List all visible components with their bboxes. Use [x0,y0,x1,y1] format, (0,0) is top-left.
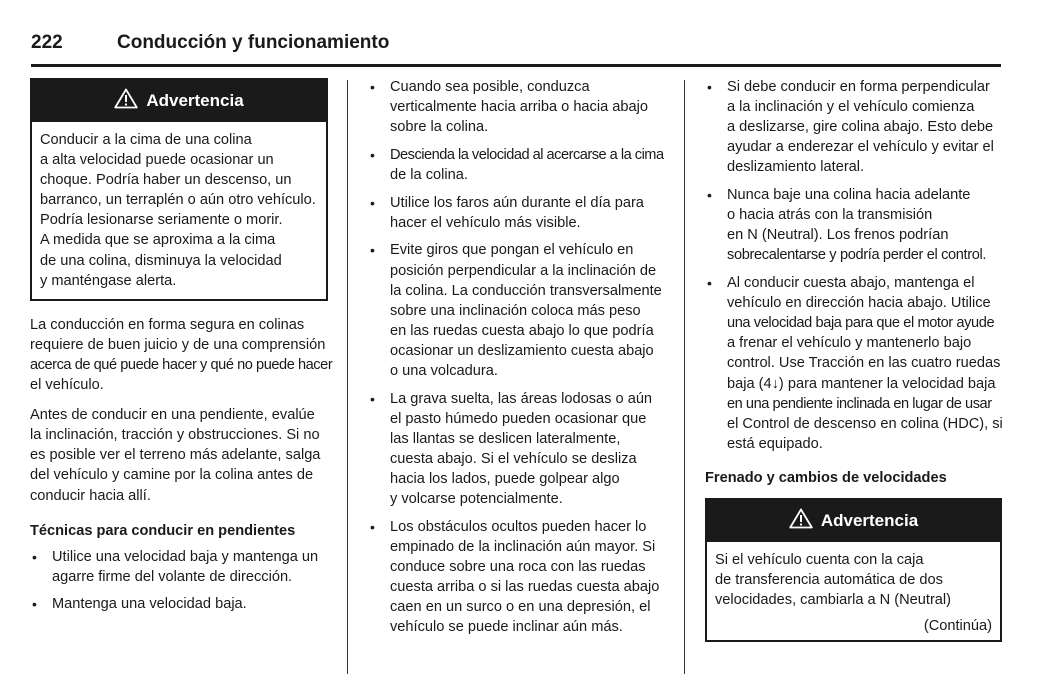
text-line: ayudar a enderezar el vehículo y evitar el [727,139,994,156]
warning-line: velocidades, cambiarla a N (Neutral) [715,592,952,609]
continued-label: (Continúa) [923,618,992,635]
text-line: control. Use Tracción en las cuatro ruedas [727,355,1001,372]
text-line: cuesta abajo. Si el vehículo se desliza [390,450,637,467]
bullet-glyph: • [707,79,712,95]
paragraph-before [30,405,328,505]
text-line: verticalmente hacia arriba o hacia abajo [390,99,648,116]
bullet-glyph: • [370,146,375,163]
text-line: en las ruedas cuesta abajo lo que podría [390,322,654,339]
column-divider-1 [347,80,348,674]
text-line: a deslizarse, gire colina abajo. Esto debe [727,119,994,136]
page-number: 222 [31,32,63,53]
text-line: acerca de qué puede hacer y qué no puede hacer [30,356,333,373]
text-line: a la inclinación y el vehículo comienza [727,99,975,116]
text-line: agarre firme del volante de dirección. [52,568,293,585]
warning-line: A medida que se aproxima a la cima [40,232,276,249]
column-3 [705,77,1002,642]
text-line: sobrecalentarse y podría perder el control. [727,247,987,264]
text-line: La conducción en forma segura en colinas [30,316,305,333]
warning-line: barranco, un terraplén o aún otro vehículo. [40,192,316,209]
warning-box-2 [705,498,1002,642]
text-line: la inclinación, tracción y obstrucciones. Si no [30,427,320,444]
text-line: Si debe conducir en forma perpendicular [727,79,990,95]
text-line: está equipado. [727,435,823,452]
warning-triangle-icon [114,88,138,114]
bullet-glyph: • [370,242,375,259]
list-item [30,547,328,587]
text-line: caen en un surco o en una depresión, el [390,599,651,616]
text-line: ocasionar un deslizamiento cuesta abajo [390,342,654,359]
bullet-list-col2 [368,77,668,637]
list-item [368,240,668,381]
list-item [368,77,668,137]
text-line: posición perpendicular a la inclinación de [390,262,657,279]
warning-line: de una colina, disminuya la velocidad [40,252,282,269]
list-item [705,185,1002,265]
text-line: hacia los lados, puede golpear algo [390,471,620,488]
text-line: vehículo se puede inclinar aún más. [390,619,623,636]
text-line: o una volcadura. [390,363,498,379]
warning-body [707,542,1000,640]
text-line: Utilice una velocidad baja y mantenga un [52,548,319,565]
text-line: Los obstáculos ocultos pueden hacer lo [390,518,647,535]
text-line: el pasto húmedo pueden ocasionar que [390,410,647,427]
text-line: hacer el vehículo más visible. [390,214,581,231]
text-line: deslizamiento lateral. [727,159,865,176]
text-line: Evite giros que pongan el vehículo en [390,242,634,259]
text-line: Cuando sea posible, conduzca [390,79,590,95]
text-line: del vehículo y camine por la colina antes de [30,467,314,484]
text-line: el vehículo. [30,377,104,394]
text-line: sobre la colina. [390,119,489,136]
column-divider-2 [684,80,685,674]
text-line: la colina. La conducción transversalmente [390,282,662,299]
text-line: cuesta arriba o si las ruedas cuesta abajo [390,579,660,596]
list-item [30,594,328,614]
warning-triangle-icon [789,508,813,534]
list-item [705,77,1002,177]
bullet-glyph: • [707,187,712,204]
text-line: el Control de descenso en colina (HDC), si [727,415,1003,432]
text-line: empinado de la inclinación aún mayor. Si [390,538,656,555]
text-line: Descienda la velocidad al acercarse a la cima [390,146,664,163]
warning-line: y manténgase alerta. [40,272,177,289]
warning-title: Advertencia [820,510,919,530]
text-line: o hacia atrás con la transmisión [727,207,933,224]
column-1 [30,78,333,615]
text-line: es posible ver el terreno más adelante, salga [30,447,321,464]
subheading-braking: Frenado y cambios de velocidades [705,469,947,486]
section-title: Conducción y funcionamiento [117,32,390,53]
bullet-list-col3 [705,77,1002,454]
text-line: La grava suelta, las áreas lodosas o aún [390,390,653,407]
bullet-glyph: • [32,548,37,565]
text-line: sobre una inclinación coloca más peso [390,302,641,319]
bullet-glyph: • [707,275,712,292]
subheading-techniques: Técnicas para conducir en pendientes [30,522,296,539]
text-line: en N (Neutral). Los frenos podrían [727,227,949,244]
list-item [368,389,668,510]
text-line: baja (4↓) para mantener la velocidad baja [727,375,996,392]
page-header [31,30,1001,67]
text-line: Utilice los faros aún durante el día para [390,194,644,211]
warning-header [707,500,1000,542]
text-line: de la colina. [390,166,468,183]
list-item [705,273,1002,454]
text-line: Nunca baje una colina hacia adelante [727,187,971,204]
list-item [368,193,668,233]
text-line: a frenar el vehículo y mantenerlo bajo [727,335,972,352]
bullet-glyph: • [370,79,375,95]
warning-line: de transferencia automática de dos [715,572,943,589]
column-2 [368,77,668,637]
text-line: las llantas se deslicen lateralmente, [390,430,621,447]
text-line: Mantenga una velocidad baja. [52,596,247,613]
list-item [368,145,668,185]
warning-header [32,80,326,122]
text-line: y volcarse potencialmente. [390,491,563,508]
text-line: una velocidad baja para que el motor ayude [727,315,995,332]
text-line: en una pendiente inclinada en lugar de usar [727,395,992,412]
text-line: vehículo en dirección hacia abajo. Utilice [727,295,991,312]
warning-line: Conducir a la cima de una colina [40,132,252,148]
bullet-glyph: • [370,194,375,211]
text-line: Antes de conducir en una pendiente, evalúe [30,407,315,424]
bullet-glyph: • [370,390,375,407]
warning-title: Advertencia [146,90,244,110]
paragraph-intro [30,315,333,395]
text-line: Al conducir cuesta abajo, mantenga el [727,275,975,292]
warning-line: Si el vehículo cuenta con la caja [715,551,924,568]
warning-line: a alta velocidad puede ocasionar un [40,152,274,169]
warning-line: Podría lesionarse seriamente o morir. [40,212,283,229]
text-line: conduce sobre una roca con las ruedas [390,559,646,576]
bullet-glyph: • [370,518,375,535]
bullet-list-col1 [30,547,328,615]
bullet-glyph: • [32,596,37,613]
text-line: requiere de buen juicio y de una comprensión [30,336,326,353]
warning-box-1 [30,78,328,301]
warning-body [32,122,326,299]
warning-line: choque. Podría haber un descenso, un [40,172,292,189]
list-item [368,517,668,638]
text-line: conducir hacia allí. [30,487,151,504]
